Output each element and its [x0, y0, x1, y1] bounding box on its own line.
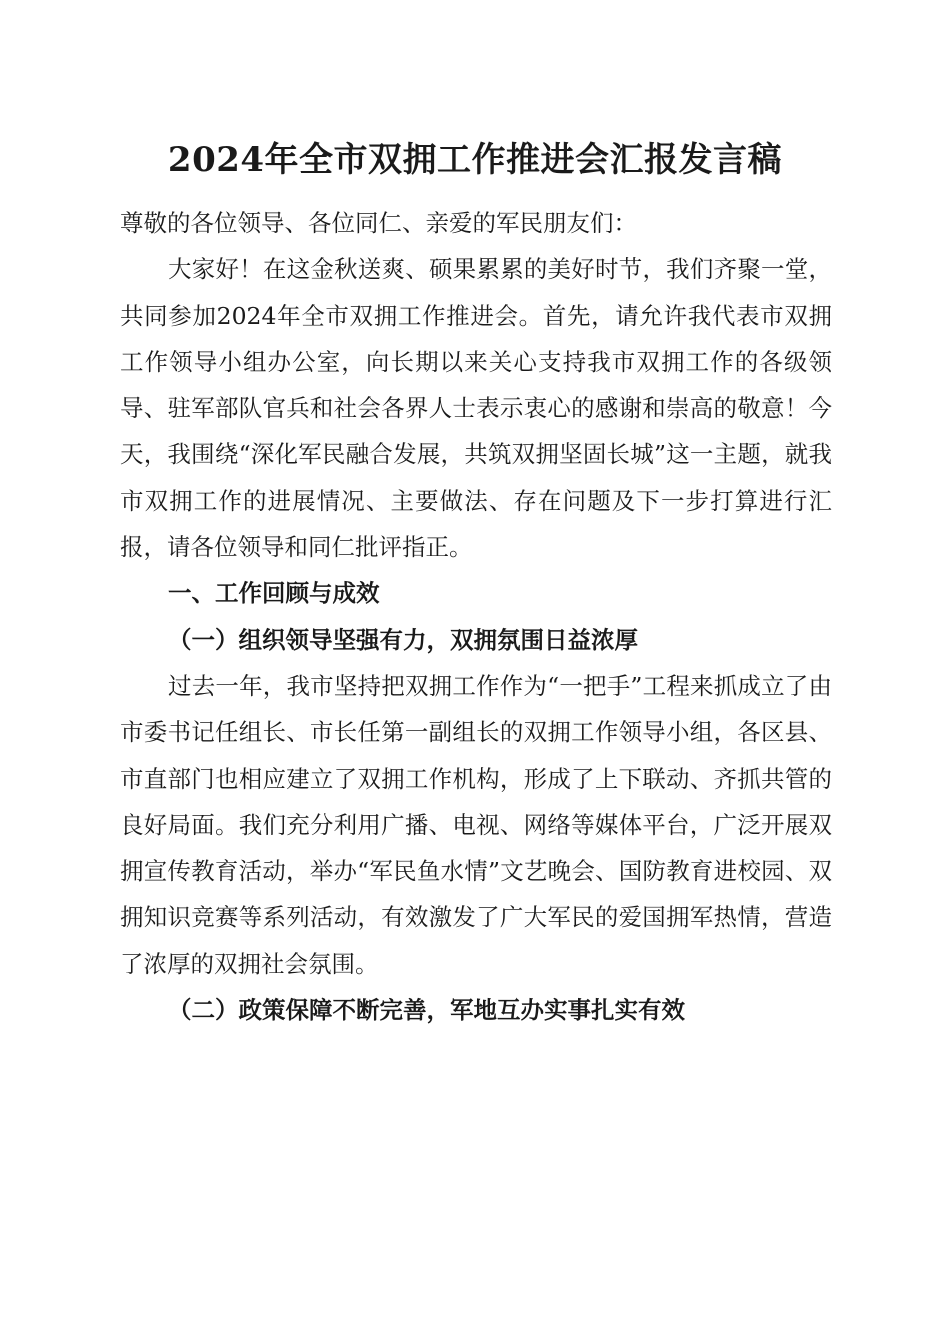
- subsection-heading: （二）政策保障不断完善，军地互办实事扎实有效: [168, 996, 685, 1025]
- document-title: 2024年全市双拥工作推进会汇报发言稿: [167, 140, 783, 180]
- document-body: [120, 200, 832, 1033]
- salutation: 尊敬的各位领导、各位同仁、亲爱的军民朋友们：: [120, 209, 637, 237]
- section-heading: 一、工作回顾与成效: [168, 579, 380, 608]
- subsection-heading: （一）组织领导坚强有力，双拥氛围日益浓厚: [168, 625, 638, 654]
- intro-paragraph: 大家好！在这金秋送爽、硕果累累的美好时节，我们齐聚一堂，共同参加2024年全市双拥工作推进会。首先，请允许我代表市双拥工作领导小组办公室，向长期以来关心支持我市双拥工作的各级领导、驻军部队官兵和社会各界人士表示衷心的感谢和崇高的敬意！今天，我围绕“深化军民融合发展，共筑双拥坚固长城”这一主题，就我市双拥工作的进展情况、主要做法、存在问题及下一步打算进行汇报，请各位领导和同仁批评指正。: [120, 255, 832, 562]
- body-paragraph: 过去一年，我市坚持把双拥工作作为“一把手”工程来抓成立了由市委书记任组长、市长任第一副组长的双拥工作领导小组，各区县、市直部门也相应建立了双拥工作机构，形成了上下联动、齐抓共管的良好局面。我们充分利用广播、电视、网络等媒体平台，广泛开展双拥宣传教育活动，举办“军民鱼水情”文艺晚会、国防教育进校园、双拥知识竞赛等系列活动，有效激发了广大军民的爱国拥军热情，营造了浓厚的双拥社会氛围。: [120, 671, 832, 978]
